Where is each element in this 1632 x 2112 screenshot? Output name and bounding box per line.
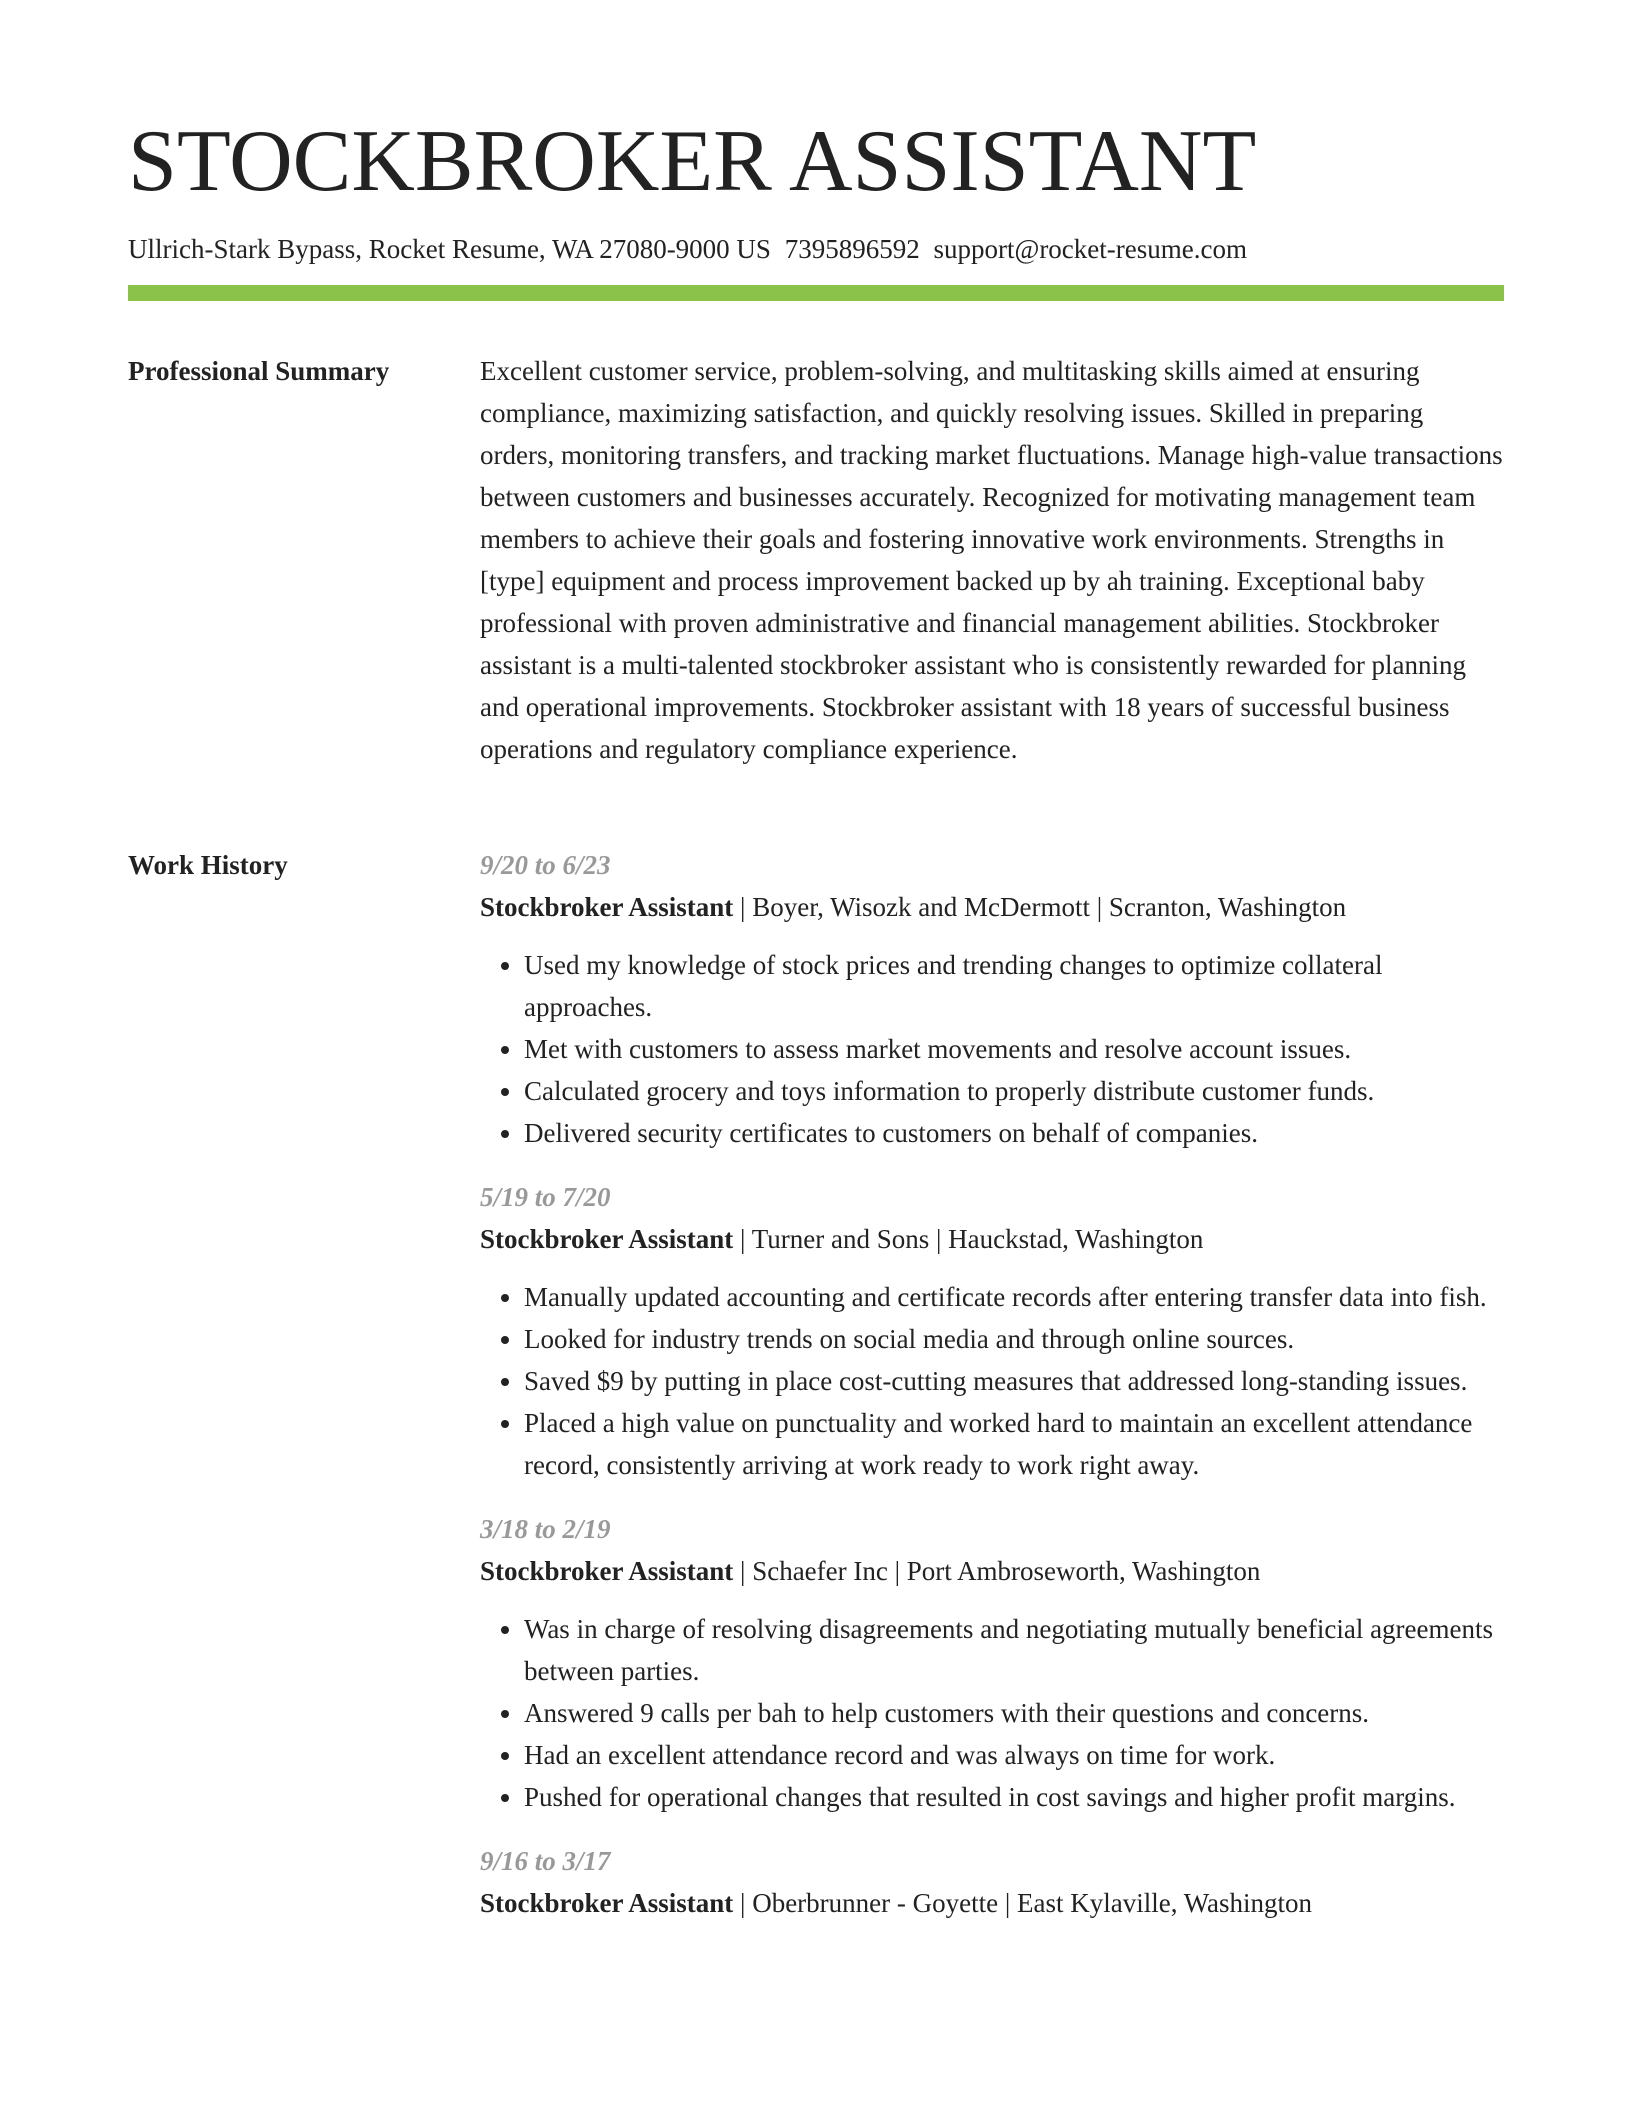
job-heading bbox=[480, 1218, 1504, 1260]
job-bullets bbox=[480, 944, 1504, 1154]
job-bullets bbox=[480, 1276, 1504, 1486]
job-entry bbox=[480, 1840, 1504, 1924]
job-dates: 3/18 to 2/19 bbox=[480, 1514, 611, 1544]
work-history-section bbox=[480, 844, 1504, 1946]
job-details: | Turner and Sons | Hauckstad, Washington bbox=[733, 1224, 1204, 1254]
contact-email: support@rocket-resume.com bbox=[933, 234, 1247, 264]
resume-title: STOCKBROKER ASSISTANT bbox=[128, 113, 1257, 210]
job-heading bbox=[480, 1882, 1504, 1924]
job-bullets bbox=[480, 1608, 1504, 1818]
job-bullet: • Saved $9 by putting in place cost-cutting measures that addressed long-standing issues. bbox=[524, 1360, 1504, 1402]
job-dates: 9/20 to 6/23 bbox=[480, 850, 611, 880]
header-divider bbox=[128, 285, 1504, 301]
job-bullet: • Used my knowledge of stock prices and trending changes to optimize collateral approaches. bbox=[524, 944, 1504, 1028]
summary-text: Excellent customer service, problem-solving, and multitasking skills aimed at ensuring compliance, maximizing satisfaction, and quickly resolving issues. Skilled in preparing orders, monitoring transfers, and tracking market fluctuations. Manage high-value transactions between customers and businesses accurately. Recognized for motivating management team members to achieve their goals and fostering innovative work environments. Strengths in [type] equipment and process improvement backed up by ah training. Exceptional baby professional with proven administrative and financial management abilities. Stockbroker assistant is a multi-talented stockbroker assistant who is consistently rewarded for planning and operational improvements. Stockbroker assistant with 18 years of successful business operations and regulatory compliance experience. bbox=[480, 356, 1503, 764]
job-role: Stockbroker Assistant bbox=[480, 892, 734, 922]
contact-phone: 7395896592 bbox=[784, 234, 920, 264]
job-role: Stockbroker Assistant bbox=[480, 1224, 734, 1254]
job-bullet: • Calculated grocery and toys information to properly distribute customer funds. bbox=[524, 1070, 1504, 1112]
job-role: Stockbroker Assistant bbox=[480, 1556, 734, 1586]
job-details: | Schaefer Inc | Port Ambroseworth, Washington bbox=[733, 1556, 1261, 1586]
section-label-summary: Professional Summary bbox=[128, 356, 390, 386]
section-label-work-history: Work History bbox=[128, 850, 288, 880]
job-entry bbox=[480, 1176, 1504, 1486]
job-bullet: • Had an excellent attendance record and was always on time for work. bbox=[524, 1734, 1504, 1776]
job-dates: 5/19 to 7/20 bbox=[480, 1182, 611, 1212]
job-entry bbox=[480, 844, 1504, 1154]
job-bullet: • Answered 9 calls per bah to help customers with their questions and concerns. bbox=[524, 1692, 1504, 1734]
job-bullet: • Delivered security certificates to customers on behalf of companies. bbox=[524, 1112, 1504, 1154]
job-bullet: • Pushed for operational changes that resulted in cost savings and higher profit margins. bbox=[524, 1776, 1504, 1818]
contact-line bbox=[128, 233, 1247, 265]
job-role: Stockbroker Assistant bbox=[480, 1888, 734, 1918]
job-bullet: • Placed a high value on punctuality and worked hard to maintain an excellent attendance record, consistently arriving at work ready to work right away. bbox=[524, 1402, 1504, 1486]
job-heading bbox=[480, 1550, 1504, 1592]
job-dates: 9/16 to 3/17 bbox=[480, 1846, 611, 1876]
contact-address: Ullrich-Stark Bypass, Rocket Resume, WA 27080-9000 US bbox=[128, 234, 771, 264]
summary-section bbox=[480, 350, 1504, 770]
job-details: | Oberbrunner - Goyette | East Kylaville, Washington bbox=[733, 1888, 1313, 1918]
job-details: | Boyer, Wisozk and McDermott | Scranton, Washington bbox=[733, 892, 1347, 922]
job-entry bbox=[480, 1508, 1504, 1818]
job-bullet: • Was in charge of resolving disagreements and negotiating mutually beneficial agreements between parties. bbox=[524, 1608, 1504, 1692]
job-bullet: • Manually updated accounting and certificate records after entering transfer data into fish. bbox=[524, 1276, 1504, 1318]
job-bullet: • Met with customers to assess market movements and resolve account issues. bbox=[524, 1028, 1504, 1070]
job-bullet: • Looked for industry trends on social media and through online sources. bbox=[524, 1318, 1504, 1360]
job-heading bbox=[480, 886, 1504, 928]
